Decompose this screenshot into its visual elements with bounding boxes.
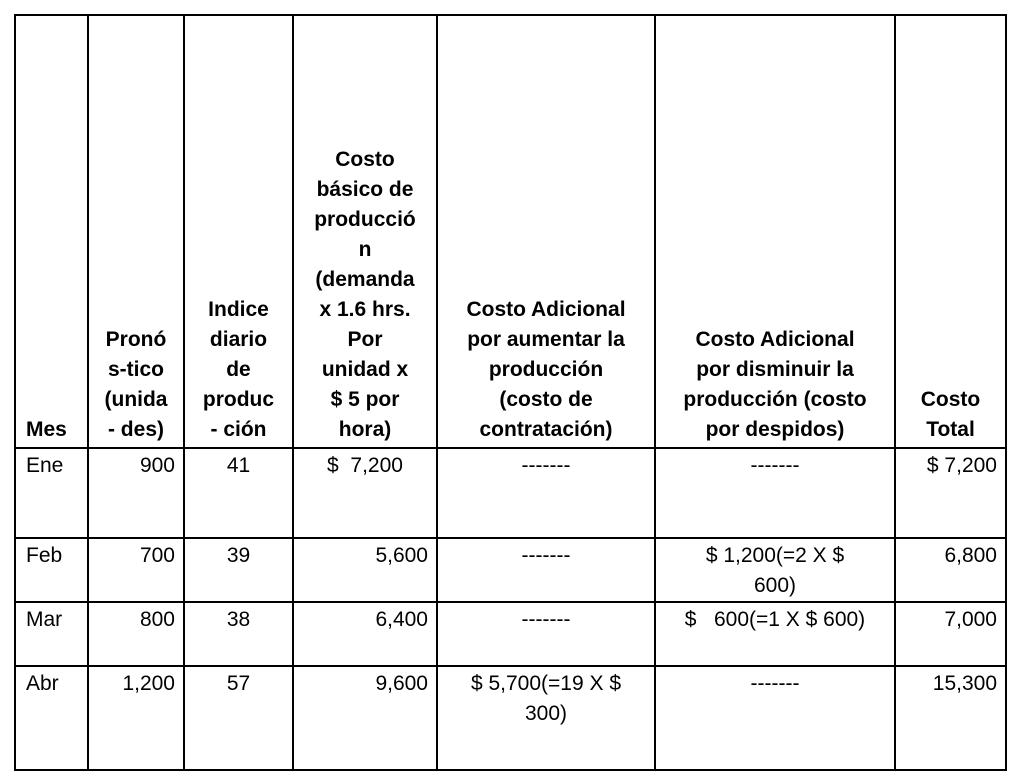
cell-indice: 39 [184, 538, 293, 602]
cell-indice: 41 [184, 448, 293, 538]
cell-pronostico: 800 [88, 602, 184, 666]
header-costo-disminuir [655, 15, 895, 448]
cost-table [14, 14, 1007, 771]
cell-costo-aumentar [437, 666, 655, 770]
header-row [15, 15, 1006, 448]
header-costo-disminuir-label: Costo Adicional por disminuir la producción (costo por despidos) [683, 328, 867, 441]
header-mes [15, 15, 88, 448]
cell-pronostico: 1,200 [88, 666, 184, 770]
cell-costo-total: 7,000 [895, 602, 1006, 666]
cell-costo-total: $ 7,200 [895, 448, 1006, 538]
cell-costo-disminuir: $ 600(=1 X $ 600) [655, 602, 895, 666]
header-costo-basico-label: Costo básico de producció n (demanda x 1.6 hrs. Por unidad x $ 5 por hora) [314, 148, 416, 441]
cell-costo-total: 6,800 [895, 538, 1006, 602]
cell-mes: Abr [15, 666, 88, 770]
table-row [15, 666, 1006, 770]
header-mes-label: Mes [26, 418, 67, 441]
cell-costo-basico: 5,600 [293, 538, 437, 602]
header-costo-aumentar [437, 15, 655, 448]
cell-mes: Ene [15, 448, 88, 538]
header-costo-aumentar-label: Costo Adicional por aumentar la producción (costo de contratación) [466, 298, 626, 441]
cell-costo-aumentar: ------- [437, 602, 655, 666]
cell-costo-disminuir: ------- [655, 666, 895, 770]
header-indice [184, 15, 293, 448]
header-pronostico [88, 15, 184, 448]
cell-costo-aumentar: ------- [437, 538, 655, 602]
cell-costo-aumentar: ------- [437, 448, 655, 538]
cell-costo-total: 15,300 [895, 666, 1006, 770]
header-costo-total [895, 15, 1006, 448]
cell-indice: 38 [184, 602, 293, 666]
cell-pronostico: 700 [88, 538, 184, 602]
cell-pronostico: 900 [88, 448, 184, 538]
header-pronostico-label: Pronó s-tico (unida - des) [104, 328, 168, 441]
cell-costo-disminuir: ------- [655, 448, 895, 538]
cell-costo-disminuir-text: $ 1,200(=2 X $ 600) [705, 544, 845, 597]
header-costo-basico [293, 15, 437, 448]
cell-costo-basico: 6,400 [293, 602, 437, 666]
cell-indice: 57 [184, 666, 293, 770]
header-indice-label: Indice diario de produc - ción [202, 298, 275, 441]
header-costo-total-label: Costo Total [920, 388, 981, 441]
table-row [15, 448, 1006, 538]
cell-mes: Feb [15, 538, 88, 602]
cell-costo-basico: 9,600 [293, 666, 437, 770]
table-row [15, 602, 1006, 666]
cell-costo-aumentar-text: $ 5,700(=19 X $ 300) [470, 672, 622, 725]
cell-costo-disminuir [655, 538, 895, 602]
cell-costo-basico: $ 7,200 [293, 448, 437, 538]
table-row [15, 538, 1006, 602]
cell-mes: Mar [15, 602, 88, 666]
